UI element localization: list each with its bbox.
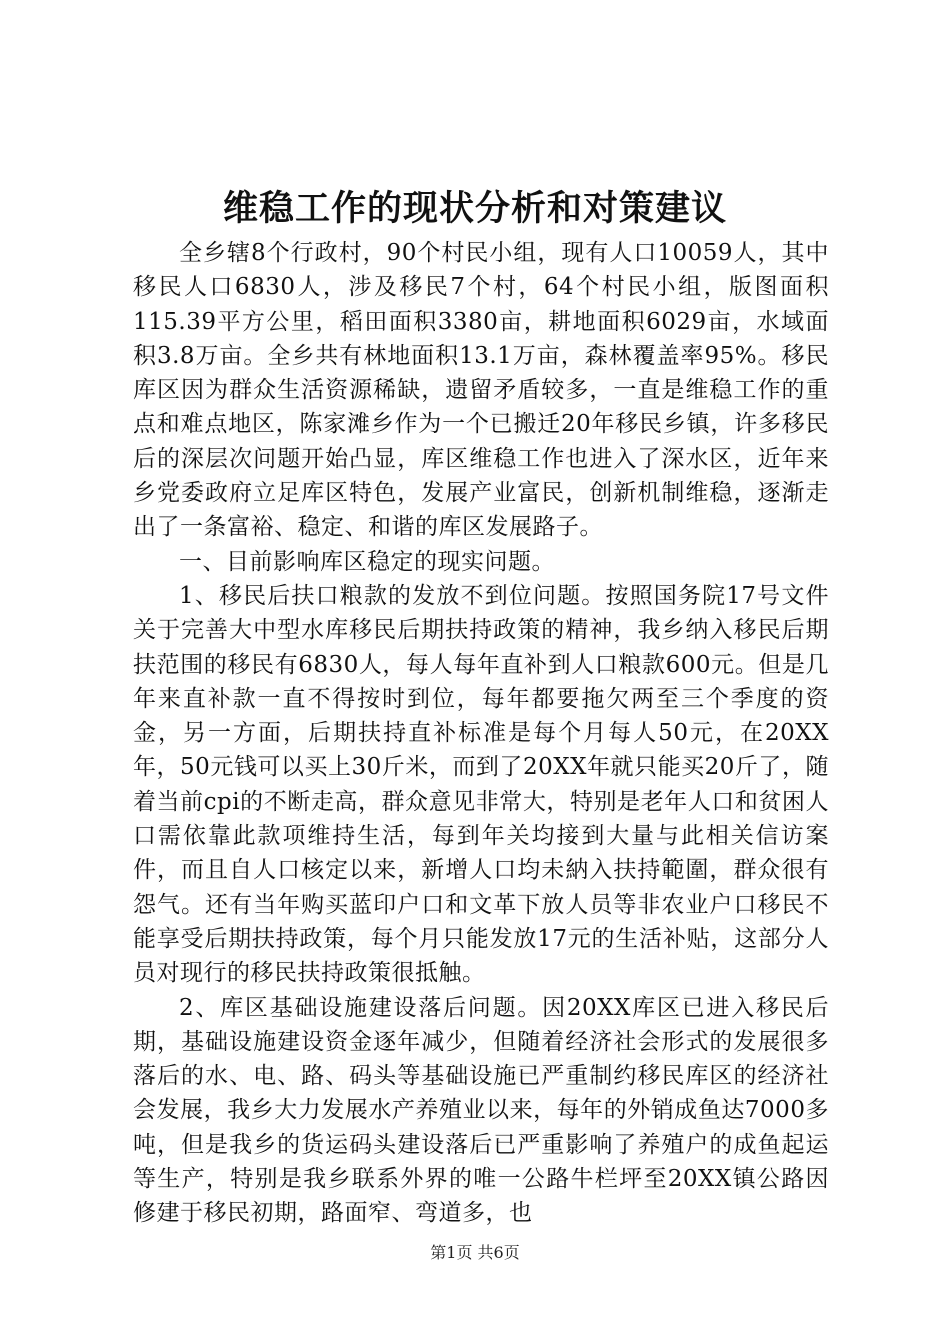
page-number-footer: 第1页 共6页 — [430, 1243, 520, 1262]
document-title: 维稳工作的现状分析和对策建议 — [222, 188, 727, 229]
document-body — [133, 236, 829, 1231]
paragraph-item-2: 2、库区基础设施建设落后问题。因20XX库区已进入移民后期，基础设施建设资金逐年减少，但随着经济社会形式的发展很多落后的水、电、路、码头等基础设施已严重制约移民库区的经济社会发展，我乡大力发展水产养殖业以来，每年的外销成鱼达7000多吨，但是我乡的货运码头建设落后已严重影响了养殖户的成鱼起运等生产，特别是我乡联系外界的唯一公路牛栏坪至20XX镇公路因修建于移民初期，路面窄、弯道多，也 — [133, 994, 829, 1227]
paragraph-item-1: 1、移民后扶口粮款的发放不到位问题。按照国务院17号文件关于完善大中型水库移民后期扶持政策的精神，我乡纳入移民后期扶范围的移民有6830人，每人每年直补到人口粮款600元。但是几年来直补款一直不得按时到位，每年都要拖欠两至三个季度的资金，另一方面，后期扶持直补标准是每个月每人50元，在20XX年，50元钱可以买上30斤米，而到了20XX年就只能买20斤了，随着当前cpi的不断走高，群众意见非常大，特别是老年人口和贫困人口需依靠此款项维持生活，每到年关均接到大量与此相关信访案件，而且自人口核定以来，新增人口均未納入扶持範圍，群众很有怨气。还有当年购买蓝印户口和文革下放人员等非农业户口移民不能享受后期扶持政策，每个月只能发放17元的生活补贴，这部分人员对现行的移民扶持政策很抵触。 — [133, 582, 829, 987]
paragraph-intro: 全乡辖8个行政村，90个村民小组，现有人口10059人，其中移民人口6830人，涉及移民7个村，64个村民小组，版图面积115.39平方公里，稻田面积3380亩，耕地面积6029亩，水域面积3.8万亩。全乡共有林地面积13.1万亩，森林覆盖率95%。移民库区因为群众生活资源稀缺，遗留矛盾较多，一直是维稳工作的重点和难点地区，陈家滩乡作为一个已搬迁20年移民乡镇，许多移民后的深层次问题开始凸显，库区维稳工作也进入了深水区，近年来乡党委政府立足库区特色，发展产业富民，创新机制维稳，逐渐走出了一条富裕、稳定、和谐的库区发展路子。 — [133, 240, 829, 541]
section-heading: 一、目前影响库区稳定的现实问题。 — [179, 548, 555, 575]
